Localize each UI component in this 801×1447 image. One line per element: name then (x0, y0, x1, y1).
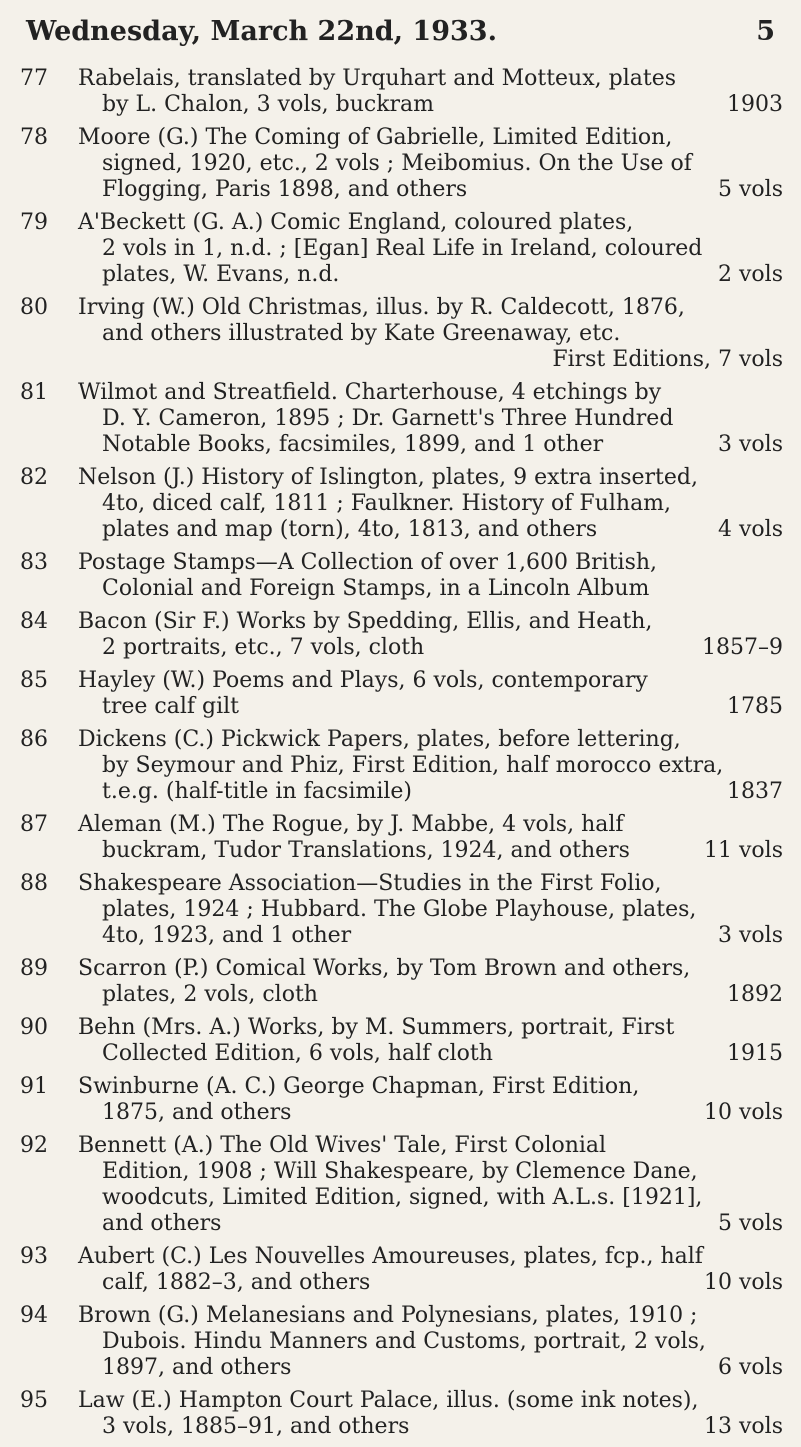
lot-number: 91 (20, 1074, 48, 1099)
lot-entry (20, 727, 783, 805)
lot-line (78, 753, 783, 779)
page-header (26, 16, 775, 47)
lot-line (78, 491, 783, 517)
lot-number: 83 (20, 550, 48, 575)
lot-line-right (775, 609, 783, 635)
lot-line (78, 236, 783, 262)
lot-line-right: 1857–9 (702, 635, 783, 660)
lot-line (78, 1133, 783, 1159)
lot-line-text: by L. Chalon, 3 vols, buckram (102, 92, 435, 117)
lot-line (78, 262, 783, 288)
lot-line-right (775, 321, 783, 347)
lot-line (78, 1185, 783, 1211)
lot-number: 95 (20, 1388, 48, 1413)
lot-line-right (775, 236, 783, 262)
lot-line-text: A'Beckett (G. A.) Comic England, coloured plates, (78, 210, 634, 235)
lot-line-right: 13 vols (704, 1414, 783, 1439)
lot-line-text: Aleman (M.) The Rogue, by J. Mabbe, 4 vols, half (78, 812, 624, 837)
lot-line-right (775, 66, 783, 92)
lot-line (78, 1100, 783, 1126)
lot-line (78, 694, 783, 720)
lot-number: 84 (20, 609, 48, 634)
lot-line (78, 668, 783, 694)
lot-line-text: 4to, diced calf, 1811 ; Faulkner. History of Fulham, (102, 491, 672, 516)
lot-line-text: Moore (G.) The Coming of Gabrielle, Limited Edition, (78, 125, 673, 150)
lot-line-text: Aubert (C.) Les Nouvelles Amoureuses, plates, fcp., half (78, 1244, 703, 1269)
lot-line-text: Wilmot and Streatfield. Charterhouse, 4 etchings by (78, 380, 662, 405)
lot-line-text: 1897, and others (102, 1355, 292, 1380)
lot-line (78, 177, 783, 203)
lot-entry (20, 609, 783, 661)
lot-line (78, 380, 783, 406)
lot-list (20, 66, 783, 1447)
lot-line-right: 2 vols (718, 262, 783, 287)
lot-number: 90 (20, 1015, 48, 1040)
lot-entry (20, 668, 783, 720)
lot-line-text: Behn (Mrs. A.) Works, by M. Summers, portrait, First (78, 1015, 675, 1040)
lot-line (78, 406, 783, 432)
lot-line-right (775, 576, 783, 602)
lot-line-right (775, 491, 783, 517)
lot-line-right (775, 812, 783, 838)
lot-line-text: Swinburne (A. C.) George Chapman, First Edition, (78, 1074, 640, 1099)
lot-line (78, 1388, 783, 1414)
lot-line-right: 1903 (727, 92, 783, 117)
lot-line (78, 1270, 783, 1296)
lot-entry (20, 1133, 783, 1237)
lot-entry (20, 295, 783, 373)
lot-line (78, 1355, 783, 1381)
lot-line-text: Hayley (W.) Poems and Plays, 6 vols, contemporary (78, 668, 648, 693)
lot-line-text: Law (E.) Hampton Court Palace, illus. (some ink notes), (78, 1388, 699, 1413)
lot-line-right: 6 vols (718, 1355, 783, 1380)
lot-line (78, 1303, 783, 1329)
lot-number: 77 (20, 66, 48, 91)
lot-line (78, 779, 783, 805)
lot-entry (20, 550, 783, 602)
lot-line-right (775, 1185, 783, 1211)
lot-line-right (775, 406, 783, 432)
lot-line-right: 3 vols (718, 923, 783, 948)
lot-line (78, 838, 783, 864)
lot-line (78, 1244, 783, 1270)
lot-line (78, 576, 783, 602)
lot-line-text: by Seymour and Phiz, First Edition, half morocco extra, (102, 753, 724, 778)
lot-line (78, 465, 783, 491)
lot-line-text: Dickens (C.) Pickwick Papers, plates, before lettering, (78, 727, 681, 752)
lot-line-right (775, 668, 783, 694)
lot-line (78, 550, 783, 576)
lot-number: 78 (20, 125, 48, 150)
lot-number: 82 (20, 465, 48, 490)
lot-number: 81 (20, 380, 48, 405)
lot-line-right (775, 125, 783, 151)
lot-line-text: plates and map (torn), 4to, 1813, and others (102, 517, 598, 542)
lot-line-text: D. Y. Cameron, 1895 ; Dr. Garnett's Three Hundred (102, 406, 674, 431)
lot-line (78, 1159, 783, 1185)
lot-line (78, 210, 783, 236)
lot-entry (20, 66, 783, 118)
lot-line-right: 5 vols (718, 1211, 783, 1236)
lot-entry (20, 1074, 783, 1126)
lot-line-text: Collected Edition, 6 vols, half cloth (102, 1041, 493, 1066)
lot-entry (20, 1388, 783, 1440)
lot-line (78, 609, 783, 635)
lot-line-right: 1837 (727, 779, 783, 804)
lot-entry (20, 956, 783, 1008)
lot-line-right (775, 295, 783, 321)
page-number: 5 (756, 16, 775, 47)
lot-line-right: 5 vols (718, 177, 783, 202)
lot-line-text: calf, 1882–3, and others (102, 1270, 371, 1295)
lot-line-right (775, 1159, 783, 1185)
lot-line-text: Postage Stamps—A Collection of over 1,600 British, (78, 550, 658, 575)
lot-entry (20, 465, 783, 543)
lot-line-text: tree calf gilt (102, 694, 239, 719)
lot-line (78, 432, 783, 458)
lot-line (78, 125, 783, 151)
page-date: Wednesday, March 22nd, 1933. (26, 16, 497, 47)
lot-line-right (775, 1015, 783, 1041)
lot-line-right: 10 vols (704, 1270, 783, 1295)
lot-line-text: Brown (G.) Melanesians and Polynesians, plates, 1910 ; (78, 1303, 698, 1328)
lot-line (78, 871, 783, 897)
lot-line-text: 2 vols in 1, n.d. ; [Egan] Real Life in Ireland, coloured (102, 236, 703, 261)
lot-line-right: First Editions, 7 vols (552, 347, 783, 372)
lot-line-right (775, 550, 783, 576)
lot-line-right (775, 380, 783, 406)
lot-line (78, 92, 783, 118)
lot-entry (20, 210, 783, 288)
lot-line (78, 923, 783, 949)
lot-line-right (775, 727, 783, 753)
lot-entry (20, 1244, 783, 1296)
lot-line-text: Bacon (Sir F.) Works by Spedding, Ellis, and Heath, (78, 609, 653, 634)
lot-line-text: Edition, 1908 ; Will Shakespeare, by Clemence Dane, (102, 1159, 698, 1184)
lot-line (78, 517, 783, 543)
lot-line-text: and others illustrated by Kate Greenaway, etc. (102, 321, 621, 346)
lot-line-right (775, 1074, 783, 1100)
lot-line-right (775, 210, 783, 236)
lot-line-right: 1785 (727, 694, 783, 719)
lot-line-right (775, 1133, 783, 1159)
lot-line (78, 1414, 783, 1440)
lot-line-text: Bennett (A.) The Old Wives' Tale, First Colonial (78, 1133, 607, 1158)
lot-entry (20, 1303, 783, 1381)
lot-line (78, 66, 783, 92)
lot-line-right: 4 vols (718, 517, 783, 542)
lot-number: 86 (20, 727, 48, 752)
lot-line-text: t.e.g. (half-title in facsimile) (102, 779, 413, 804)
lot-line (78, 1211, 783, 1237)
lot-number: 87 (20, 812, 48, 837)
lot-line (78, 982, 783, 1008)
lot-line-right: 3 vols (718, 432, 783, 457)
lot-line (78, 1074, 783, 1100)
lot-line (78, 1329, 783, 1355)
lot-line-text: 2 portraits, etc., 7 vols, cloth (102, 635, 425, 660)
lot-line (78, 956, 783, 982)
lot-line-right (775, 1329, 783, 1355)
lot-line-text: Dubois. Hindu Manners and Customs, portrait, 2 vols, (102, 1329, 706, 1354)
lot-number: 85 (20, 668, 48, 693)
lot-line (78, 1041, 783, 1067)
lot-line-text: Flogging, Paris 1898, and others (102, 177, 468, 202)
lot-line-right: 1892 (727, 982, 783, 1007)
lot-line-right (775, 465, 783, 491)
lot-line (78, 727, 783, 753)
lot-line-right (775, 1303, 783, 1329)
lot-line-text: plates, 2 vols, cloth (102, 982, 318, 1007)
lot-line (78, 812, 783, 838)
lot-line-text: 3 vols, 1885–91, and others (102, 1414, 410, 1439)
lot-number: 80 (20, 295, 48, 320)
lot-line-text: Irving (W.) Old Christmas, illus. by R. Caldecott, 1876, (78, 295, 685, 320)
lot-line-text: Rabelais, translated by Urquhart and Motteux, plates (78, 66, 677, 91)
lot-line (78, 347, 783, 373)
lot-entry (20, 871, 783, 949)
lot-number: 93 (20, 1244, 48, 1269)
lot-number: 92 (20, 1133, 48, 1158)
lot-line-text: plates, 1924 ; Hubbard. The Globe Playhouse, plates, (102, 897, 697, 922)
lot-line (78, 151, 783, 177)
lot-line-right (775, 956, 783, 982)
lot-line (78, 321, 783, 347)
lot-line-text: 4to, 1923, and 1 other (102, 923, 352, 948)
lot-line-text: 1875, and others (102, 1100, 292, 1125)
lot-line-text: Shakespeare Association—Studies in the First Folio, (78, 871, 662, 896)
lot-line (78, 295, 783, 321)
lot-line-right (775, 1388, 783, 1414)
lot-number: 94 (20, 1303, 48, 1328)
lot-line (78, 1015, 783, 1041)
lot-line-text: buckram, Tudor Translations, 1924, and others (102, 838, 630, 863)
lot-line-right (775, 753, 783, 779)
lot-line-right (775, 871, 783, 897)
lot-line-right: 1915 (727, 1041, 783, 1066)
lot-line-text: woodcuts, Limited Edition, signed, with A.L.s. [1921], (102, 1185, 703, 1210)
lot-line (78, 897, 783, 923)
lot-line-right (775, 1244, 783, 1270)
lot-number: 89 (20, 956, 48, 981)
lot-line-text: Scarron (P.) Comical Works, by Tom Brown and others, (78, 956, 691, 981)
lot-line-text: Nelson (J.) History of Islington, plates, 9 extra inserted, (78, 465, 698, 490)
lot-line-right: 11 vols (704, 838, 783, 863)
lot-line-text: plates, W. Evans, n.d. (102, 262, 340, 287)
lot-line-right (775, 897, 783, 923)
lot-line-text: Notable Books, facsimiles, 1899, and 1 other (102, 432, 604, 457)
lot-line-text: and others (102, 1211, 222, 1236)
lot-entry (20, 380, 783, 458)
lot-entry (20, 812, 783, 864)
lot-line-right (775, 151, 783, 177)
lot-line-text: Colonial and Foreign Stamps, in a Lincoln Album (102, 576, 650, 601)
lot-line-right: 10 vols (704, 1100, 783, 1125)
lot-line-text: signed, 1920, etc., 2 vols ; Meibomius. On the Use of (102, 151, 692, 176)
lot-entry (20, 125, 783, 203)
lot-entry (20, 1015, 783, 1067)
lot-number: 88 (20, 871, 48, 896)
lot-line (78, 635, 783, 661)
lot-number: 79 (20, 210, 48, 235)
